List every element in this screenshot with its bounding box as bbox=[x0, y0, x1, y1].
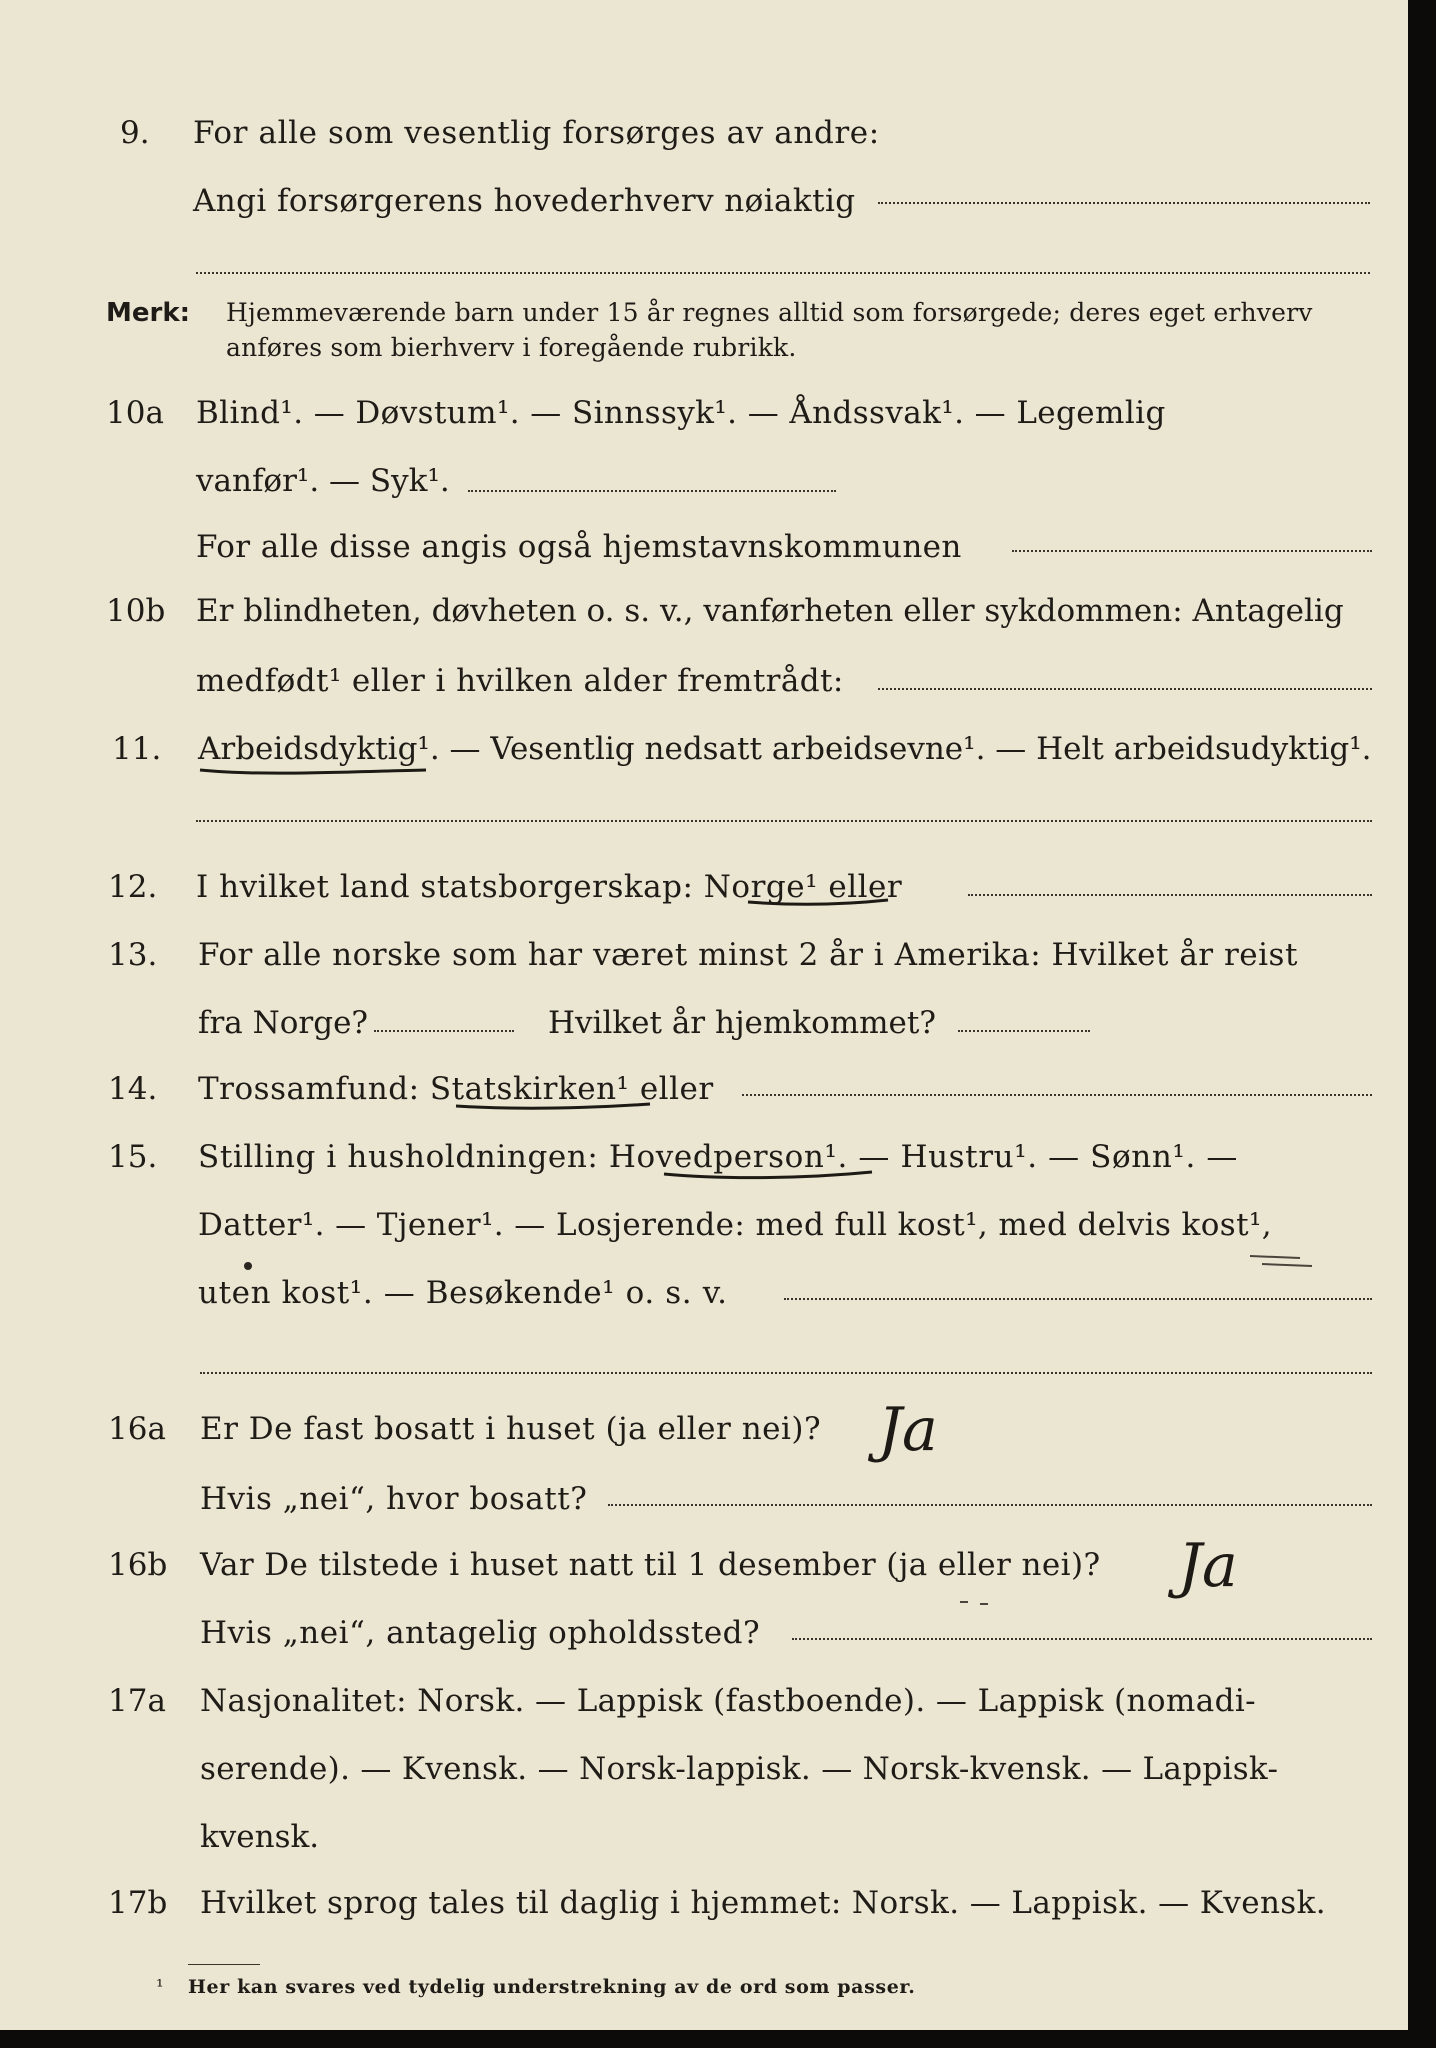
q14-line1: Trossamfund: Statskirken¹ eller bbox=[198, 1071, 714, 1107]
merk-line1: Hjemmeværende barn under 15 år regnes alltid som forsørgede; deres eget erhverv bbox=[226, 298, 1313, 327]
q15-line2: Datter¹. — Tjener¹. — Losjerende: med full kost¹, med delvis kost¹, bbox=[198, 1207, 1273, 1243]
pencil-mark-16b bbox=[960, 1602, 988, 1604]
q13-line2a: fra Norge? bbox=[198, 1005, 369, 1041]
q10b-line1: Er blindheten, døvheten o. s. v., vanførheten eller sykdommen: Antagelig bbox=[196, 593, 1344, 629]
q10a-number: 10a bbox=[106, 395, 164, 431]
q15-answer-line-2 bbox=[200, 1372, 1372, 1374]
pencil-dot bbox=[244, 1262, 252, 1270]
q16a-number: 16a bbox=[108, 1411, 166, 1447]
q11-number: 11. bbox=[112, 731, 162, 767]
q17a-line3: kvensk. bbox=[200, 1819, 320, 1855]
scan-border-bottom bbox=[0, 2030, 1436, 2048]
q10a-answer-line bbox=[468, 490, 836, 492]
q12-number: 12. bbox=[108, 869, 158, 905]
q9-number: 9. bbox=[120, 115, 150, 151]
merk-line2: anføres som bierhverv i foregående rubrikk. bbox=[226, 333, 797, 362]
q17b-number: 17b bbox=[108, 1885, 168, 1921]
q9-line2: Angi forsørgerens hovederhverv nøiaktig bbox=[193, 183, 856, 219]
q14-number: 14. bbox=[108, 1071, 158, 1107]
q15-number: 15. bbox=[108, 1139, 158, 1175]
q17a-number: 17a bbox=[108, 1683, 166, 1719]
q12-line1: I hvilket land statsborgerskap: Norge¹ eller bbox=[196, 869, 903, 905]
footnote-mark: ¹ bbox=[156, 1976, 164, 1998]
q13-return-line bbox=[958, 1030, 1090, 1032]
q10b-line2: medfødt¹ eller i hvilken alder fremtrådt: bbox=[196, 663, 844, 699]
q10b-answer-line bbox=[878, 688, 1372, 690]
underline-arbeidsdyktig bbox=[200, 770, 426, 773]
q10a-municipality-line bbox=[1012, 550, 1372, 552]
q9-line1: For alle som vesentlig forsørges av andre: bbox=[193, 115, 880, 151]
q16a-answer-line bbox=[608, 1504, 1372, 1506]
q10b-number: 10b bbox=[106, 593, 166, 629]
q15-line3: uten kost¹. — Besøkende¹ o. s. v. bbox=[198, 1275, 728, 1311]
q14-answer-line bbox=[742, 1094, 1372, 1096]
q13-number: 13. bbox=[108, 937, 158, 973]
q11-line1: Arbeidsdyktig¹. — Vesentlig nedsatt arbeidsevne¹. — Helt arbeidsudyktig¹. bbox=[198, 731, 1372, 767]
q17a-line1: Nasjonalitet: Norsk. — Lappisk (fastboende). — Lappisk (nomadi- bbox=[200, 1683, 1257, 1719]
q16b-line1: Var De tilstede i huset natt til 1 desember (ja eller nei)? bbox=[200, 1547, 1101, 1583]
q10a-line1: Blind¹. — Døvstum¹. — Sinnssyk¹. — Åndssvak¹. — Legemlig bbox=[196, 395, 1166, 431]
q11-answer-line bbox=[196, 820, 1372, 822]
q16b-handwritten-answer: Ja bbox=[1178, 1531, 1238, 1601]
q10a-line3: For alle disse angis også hjemstavnskommunen bbox=[196, 529, 962, 565]
q17b-line1: Hvilket sprog tales til daglig i hjemmet: Norsk. — Lappisk. — Kvensk. bbox=[200, 1885, 1327, 1921]
q13-departure-line bbox=[374, 1030, 514, 1032]
q13-line2b: Hvilket år hjemkommet? bbox=[548, 1005, 936, 1041]
pencil-mark-kost bbox=[1250, 1256, 1312, 1266]
footnote-rule bbox=[188, 1964, 260, 1965]
q10a-line2: vanfør¹. — Syk¹. bbox=[196, 463, 450, 499]
q17a-line2: serende). — Kvensk. — Norsk-lappisk. — Norsk-kvensk. — Lappisk- bbox=[200, 1751, 1279, 1787]
q16b-answer-line bbox=[792, 1638, 1372, 1640]
footnote-text: Her kan svares ved tydelig understrekning av de ord som passer. bbox=[188, 1976, 916, 1998]
q16a-handwritten-answer: Ja bbox=[878, 1395, 938, 1465]
q12-answer-line bbox=[968, 894, 1372, 896]
q16b-number: 16b bbox=[108, 1547, 168, 1583]
q15-answer-line bbox=[784, 1298, 1372, 1300]
q9-answer-line-2 bbox=[196, 272, 1370, 274]
q16a-line1: Er De fast bosatt i huset (ja eller nei)? bbox=[200, 1411, 822, 1447]
scan-border-right bbox=[1408, 0, 1436, 2048]
q13-line1: For alle norske som har været minst 2 år i Amerika: Hvilket år reist bbox=[198, 937, 1298, 973]
q15-line1: Stilling i husholdningen: Hovedperson¹. — Hustru¹. — Sønn¹. — bbox=[198, 1139, 1238, 1175]
q9-answer-line bbox=[878, 202, 1370, 204]
q16b-line2: Hvis „nei“, antagelig opholdssted? bbox=[200, 1615, 761, 1651]
q16a-line2: Hvis „nei“, hvor bosatt? bbox=[200, 1481, 588, 1517]
merk-label: Merk: bbox=[106, 298, 191, 328]
